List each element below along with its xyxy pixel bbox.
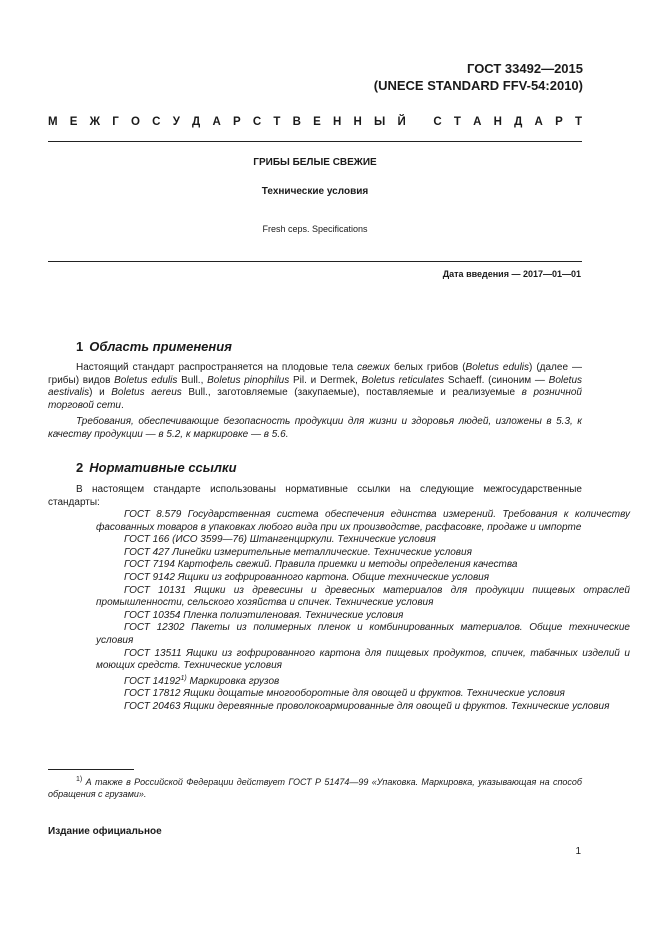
standard-type-letter: А	[473, 116, 482, 128]
reference-title: Ящики дощатые многооборотные для овощей и фруктов. Технические условия	[183, 688, 565, 700]
text-run: Pil. и Dermek,	[289, 374, 362, 386]
reference-title: Линейки измерительные металлические. Технические условия	[172, 546, 472, 558]
page-number: 1	[575, 846, 581, 857]
reference-title: Пленка полиэтиленовая. Технические условия	[183, 609, 404, 621]
standard-type-letter: Т	[453, 116, 461, 128]
standard-type-letter: С	[433, 116, 442, 128]
standard-type-letter: Ж	[89, 116, 101, 128]
official-edition-label: Издание официальное	[48, 826, 162, 837]
reference-title: Ящики из древесины и древесных материалов для продукции пищевых отраслей промышленности, сельского хозяйства и спичек. Технические условия	[96, 584, 630, 609]
text-run: Boletus reticulates	[361, 374, 445, 386]
standard-type-letter: Г	[112, 116, 119, 128]
text-run: Boletus pinophilus	[207, 374, 290, 386]
standard-type-letter: С	[152, 116, 161, 128]
reference-item	[96, 701, 630, 714]
reference-title: Ящики деревянные проволокоармированные для овощей и фруктов. Технические условия	[183, 700, 610, 712]
standard-type-letter: А	[534, 116, 543, 128]
reference-code: ГОСТ 12302	[124, 622, 185, 634]
text-run: ) и	[89, 387, 112, 399]
title-divider	[48, 261, 582, 262]
text-run: белых грибов (	[390, 362, 466, 373]
reference-item	[96, 610, 630, 623]
text-run: Schaeff. (синоним —	[444, 374, 549, 386]
standard-type-letter: О	[131, 116, 140, 128]
reference-item	[96, 648, 630, 673]
standard-type-letter: С	[252, 116, 262, 128]
section-2-title: Нормативные ссылки	[89, 460, 237, 475]
standard-type-letter: М	[48, 116, 58, 128]
reference-code: ГОСТ 20463	[124, 700, 181, 712]
reference-title: Ящики из гофрированного картона для пищевых продуктов, спичек, табачных изделий и моющих средств. Технические условия	[96, 647, 630, 672]
standard-type-letter: Н	[353, 116, 362, 128]
standard-type-letter: У	[172, 116, 180, 128]
reference-item	[96, 622, 630, 647]
standard-type-letter: Е	[69, 116, 78, 128]
text-run: Boletus aestivalis	[48, 374, 583, 399]
standard-type-letter: Д	[192, 116, 201, 128]
unece-code: (UNECE STANDARD FFV-54:2010)	[373, 78, 583, 93]
standard-type-letter: В	[292, 116, 301, 128]
reference-code: ГОСТ 14192	[124, 675, 181, 687]
reference-item	[96, 534, 630, 547]
standard-type-letter: Т	[574, 116, 582, 128]
text-run: Boletus edulis	[114, 374, 178, 386]
text-run: ) (далее — грибы) видов	[48, 362, 582, 386]
standard-type-letter: Р	[555, 116, 563, 128]
reference-title: Пакеты из полимерных пленок и комбинированных материалов. Общие технические условия	[96, 622, 630, 646]
standard-type-letter: Н	[332, 116, 342, 128]
gost-code: ГОСТ 33492—2015	[467, 61, 583, 76]
section-2-intro-text: В настоящем стандарте использованы нормативные ссылки на следующие межгосударственные стандарты:	[48, 484, 582, 508]
standard-type-letter: Ы	[374, 116, 386, 128]
text-run: Boletus edulis	[465, 362, 530, 373]
reference-item	[96, 585, 630, 610]
reference-code: ГОСТ 9142	[124, 571, 175, 583]
reference-title: Маркировка грузов	[189, 675, 280, 687]
footnote-marker: 1)	[76, 776, 83, 783]
standard-type-letter	[418, 116, 421, 128]
section-2-intro	[48, 484, 582, 509]
standard-type-letter: Д	[514, 116, 523, 128]
reference-code: ГОСТ 7194	[124, 559, 175, 571]
text-run: в розничной торговой сети	[48, 387, 582, 411]
section-1-heading	[76, 339, 232, 354]
reference-item	[96, 509, 630, 534]
section-1-number: 1	[76, 339, 84, 354]
standard-type-letter: Т	[273, 116, 281, 128]
section-1-paragraph-2	[48, 416, 582, 441]
footnote-text: А также в Российской Федерации действует ГОСТ Р 51474—99 «Упаковка. Маркировка, указывающая на способ обращения с грузами».	[48, 777, 582, 799]
reference-code: ГОСТ 17812	[124, 688, 181, 700]
footnote	[48, 774, 582, 800]
reference-code: ГОСТ 8.579	[124, 509, 182, 520]
document-title: ГРИБЫ БЕЛЫЕ СВЕЖИЕ	[253, 157, 377, 168]
reference-item	[96, 688, 630, 701]
reference-code: ГОСТ 10131	[124, 584, 186, 596]
reference-code: ГОСТ 427	[124, 546, 170, 558]
standard-type-letter: Р	[232, 116, 241, 128]
normative-references-list	[48, 509, 631, 714]
section-1-title: Область применения	[89, 339, 232, 354]
reference-title: Штангенциркули. Технические условия	[249, 534, 436, 546]
text-run: .	[120, 399, 124, 411]
section-1-paragraph-2-text: Требования, обеспечивающие безопасность продукции для жизни и здоровья людей, изложены в 5.3, к качеству продукции — в 5.2, к маркировке — в 5.6.	[48, 416, 582, 440]
reference-item	[96, 673, 630, 689]
document-subtitle: Технические условия	[261, 186, 369, 197]
section-2-heading	[76, 460, 237, 475]
text-run: Bull., заготовляемые (закупаемые), поставляемые и реализуемые	[181, 387, 522, 399]
reference-title: Ящики из гофрированного картона. Общие технические условия	[177, 571, 490, 583]
standard-type-heading	[48, 116, 582, 128]
reference-title: Картофель свежий. Правила приемки и методы определения качества	[177, 559, 518, 571]
reference-code: ГОСТ 10354	[124, 609, 181, 621]
section-2-number: 2	[76, 460, 84, 475]
reference-code: ГОСТ 166 (ИСО 3599—76)	[124, 534, 247, 546]
english-title: Fresh ceps. Specifications	[262, 224, 368, 234]
text-run: Настоящий стандарт распространяется на плодовые тела	[76, 362, 358, 373]
text-run: Bull.,	[177, 374, 208, 386]
footnote-divider	[48, 769, 134, 770]
text-run: свежих	[357, 362, 391, 373]
reference-code: ГОСТ 13511	[124, 647, 182, 659]
standard-type-letter: Н	[493, 116, 502, 128]
reference-item	[96, 559, 630, 572]
text-run: Boletus aereus	[111, 387, 182, 399]
standard-type-letter: Й	[397, 116, 406, 128]
introduction-date: Дата введения — 2017—01—01	[442, 269, 581, 279]
reference-footnote-marker: 1)	[180, 674, 187, 682]
standard-type-letter: А	[212, 116, 221, 128]
reference-item	[96, 572, 630, 585]
section-1-paragraph-1	[48, 362, 582, 412]
reference-item	[96, 547, 630, 560]
header-divider	[48, 141, 582, 142]
standard-type-letter: Е	[313, 116, 321, 128]
reference-title: Государственная система обеспечения единства измерений. Требования к количеству фасованных товаров в упаковках любого вида при их производстве, расфасовке, продаже и импорте	[96, 509, 631, 533]
